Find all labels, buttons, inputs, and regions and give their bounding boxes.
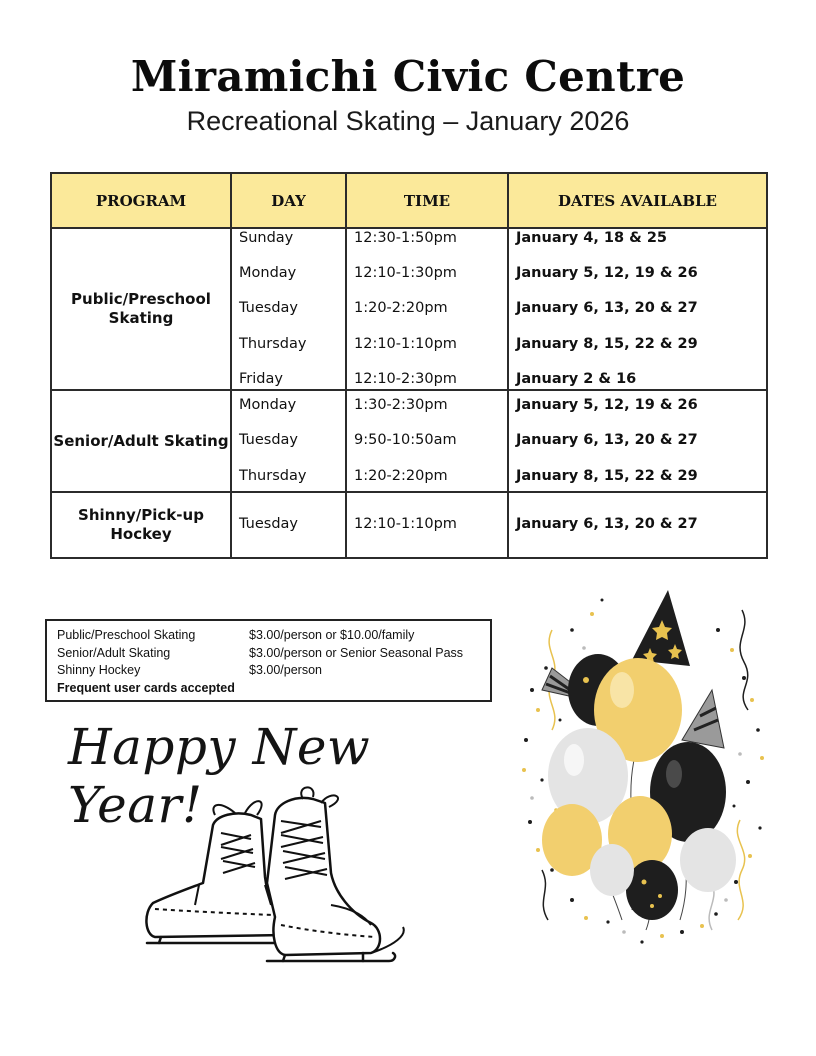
dates-value: January 8, 15, 22 & 29 <box>516 335 698 352</box>
day-value: Tuesday <box>239 300 298 317</box>
column-header-day: DAY <box>231 173 346 228</box>
program-name: Shinny/Pick-up Hockey <box>51 492 231 558</box>
day-value: Tuesday <box>239 516 298 533</box>
schedule-table <box>50 172 768 559</box>
fee-note: Frequent user cards accepted <box>57 680 235 695</box>
time-cell <box>346 492 508 558</box>
dates-value: January 4, 18 & 25 <box>516 229 668 246</box>
time-cell <box>346 228 508 390</box>
dates-value: January 6, 13, 20 & 27 <box>516 516 698 533</box>
program-group-public <box>51 228 767 390</box>
table-header-row <box>51 173 767 228</box>
column-header-time: TIME <box>346 173 508 228</box>
fees-box <box>45 619 492 702</box>
day-value: Tuesday <box>239 432 298 449</box>
program-group-senior <box>51 390 767 492</box>
time-value: 1:20-2:20pm <box>354 300 448 317</box>
time-value: 12:10-1:10pm <box>354 335 457 352</box>
time-value: 1:30-2:30pm <box>354 397 448 414</box>
dates-value: January 5, 12, 19 & 26 <box>516 397 698 414</box>
dates-cell <box>508 390 767 492</box>
time-value: 12:30-1:50pm <box>354 229 457 246</box>
day-value: Monday <box>239 265 297 282</box>
dates-value: January 6, 13, 20 & 27 <box>516 432 698 449</box>
day-value: Sunday <box>239 229 294 246</box>
dates-value: January 5, 12, 19 & 26 <box>516 265 698 282</box>
fee-name: Senior/Adult Skating <box>57 645 171 660</box>
time-value: 12:10-1:30pm <box>354 265 457 282</box>
fee-row <box>57 627 480 645</box>
program-name: Senior/Adult Skating <box>51 390 231 492</box>
day-value: Monday <box>239 397 297 414</box>
time-value: 1:20-2:20pm <box>354 467 448 484</box>
day-cell <box>231 228 346 390</box>
fee-price: $3.00/person <box>249 663 322 677</box>
fee-row <box>57 645 480 663</box>
time-value: 9:50-10:50am <box>354 432 457 449</box>
day-value: Friday <box>239 370 283 387</box>
dates-cell <box>508 492 767 558</box>
fee-name: Public/Preschool Skating <box>57 628 196 642</box>
column-header-program: PROGRAM <box>51 173 231 228</box>
dates-value: January 8, 15, 22 & 29 <box>516 467 698 484</box>
page-subtitle: Recreational Skating – January 2026 <box>186 106 630 136</box>
ice-skates-illustration <box>125 785 425 980</box>
fee-price: $3.00/person or $10.00/family <box>249 628 415 642</box>
dates-value: January 2 & 16 <box>516 370 637 387</box>
day-cell <box>231 390 346 492</box>
time-value: 12:10-1:10pm <box>354 516 457 533</box>
page-title: Miramichi Civic Centre <box>130 52 686 101</box>
time-value: 12:10-2:30pm <box>354 370 457 387</box>
fee-row <box>57 662 480 680</box>
party-balloons-illustration <box>512 570 774 960</box>
day-cell <box>231 492 346 558</box>
dates-value: January 6, 13, 20 & 27 <box>516 300 698 317</box>
day-value: Thursday <box>239 467 307 484</box>
fee-price: $3.00/person or Senior Seasonal Pass <box>249 645 464 660</box>
fee-name: Shinny Hockey <box>57 663 141 677</box>
program-group-shinny <box>51 492 767 558</box>
day-value: Thursday <box>239 335 307 352</box>
column-header-dates: DATES AVAILABLE <box>508 173 767 228</box>
program-name: Public/Preschool Skating <box>51 228 231 390</box>
time-cell <box>346 390 508 492</box>
happy-new-year-greeting: Happy New Year! <box>68 718 371 834</box>
dates-cell <box>508 228 767 390</box>
